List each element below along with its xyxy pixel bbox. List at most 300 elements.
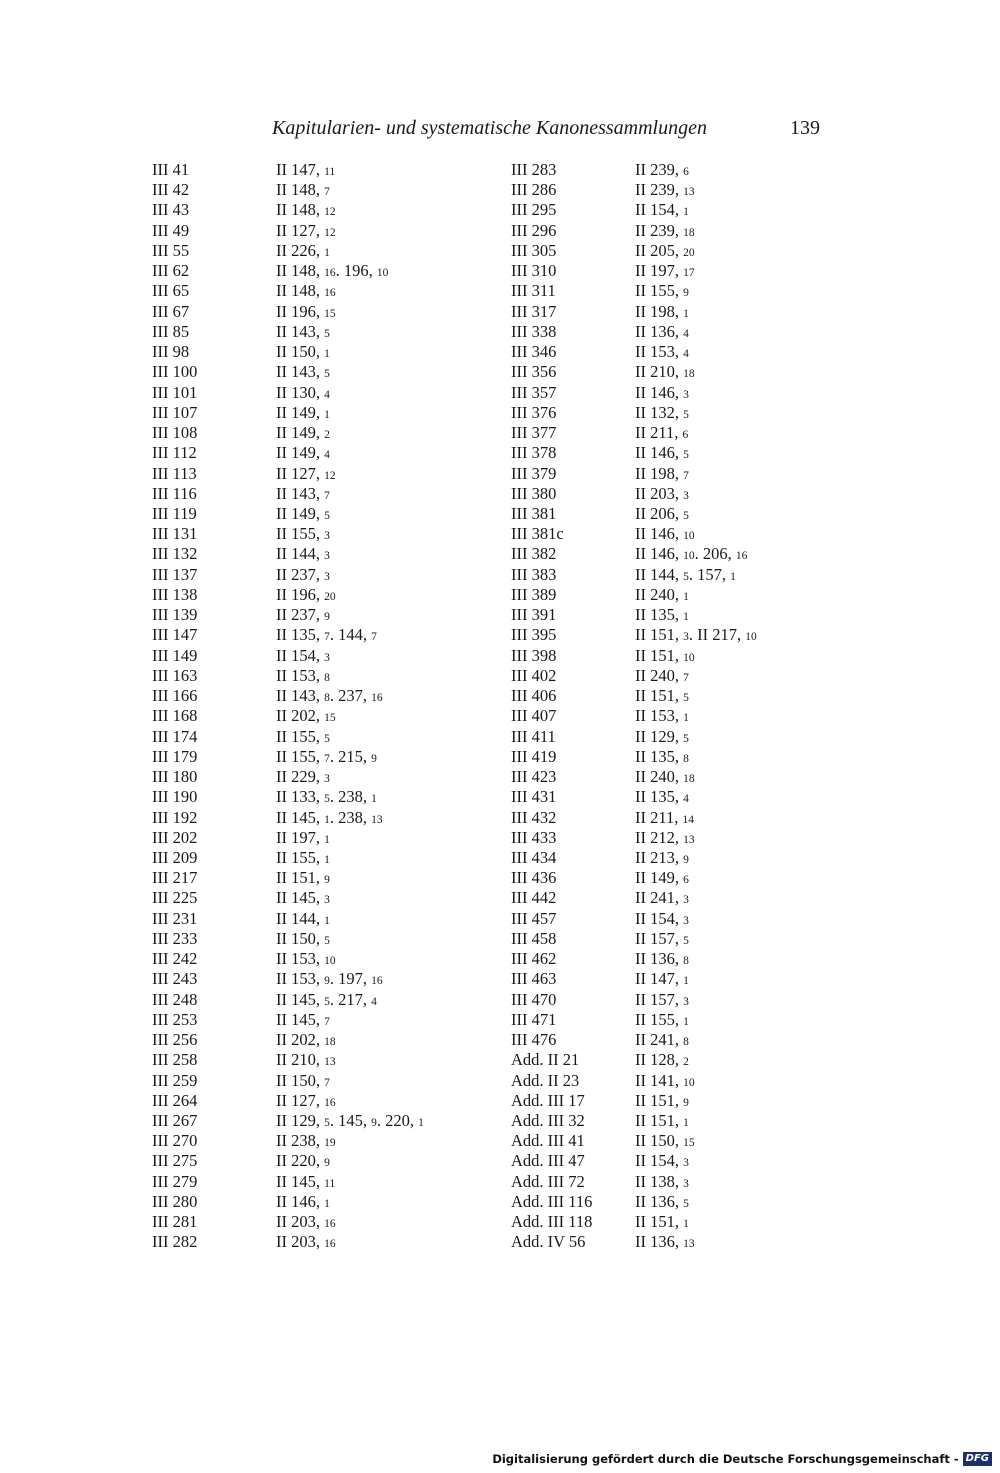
canon-number: 10 (745, 631, 757, 644)
canon-number: 9 (683, 287, 689, 300)
chapter-reference: II 150, (276, 928, 325, 948)
canon-number: 11 (324, 166, 336, 178)
target-reference (635, 302, 689, 324)
source-reference: III 267 (152, 1111, 198, 1131)
chapter-reference: II 196, (276, 584, 325, 604)
canon-number: 3 (683, 1157, 689, 1170)
chapter-reference: II 240, (635, 584, 684, 604)
target-reference (276, 160, 335, 182)
source-reference: III 423 (511, 767, 557, 787)
chapter-reference: II 241, (635, 1030, 684, 1050)
canon-number: 13 (324, 1056, 336, 1069)
chapter-reference: . 197, (329, 969, 372, 989)
chapter-reference: II 155, (276, 847, 325, 867)
canon-number: 5 (683, 934, 689, 947)
chapter-reference: II 212, (635, 827, 684, 847)
target-reference (276, 1050, 336, 1072)
source-reference: Add. II 21 (511, 1050, 580, 1070)
chapter-reference: . 220, (376, 1111, 419, 1131)
source-reference: III 233 (152, 928, 198, 948)
chapter-reference: II 197, (276, 827, 325, 847)
canon-number: 3 (324, 894, 330, 907)
chapter-reference: II 202, (276, 706, 325, 726)
target-reference (276, 362, 330, 384)
target-reference (635, 686, 689, 708)
target-reference (276, 969, 383, 991)
canon-number: 15 (324, 712, 336, 725)
chapter-reference: II 155, (635, 281, 684, 301)
target-reference (635, 747, 689, 769)
target-reference (276, 1172, 335, 1194)
chapter-reference: II 211, (635, 423, 683, 443)
source-reference: III 310 (511, 261, 557, 281)
source-reference: III 242 (152, 949, 198, 969)
canon-number: 1 (324, 348, 330, 361)
source-reference: III 442 (511, 888, 557, 908)
target-reference (635, 1111, 689, 1133)
canon-number: 18 (683, 773, 695, 786)
canon-number: 16 (371, 692, 383, 705)
canon-number: 5 (683, 1197, 689, 1210)
canon-number: 1 (324, 853, 330, 866)
canon-number: 13 (683, 833, 695, 846)
source-reference: III 377 (511, 423, 557, 443)
chapter-reference: II 148, (276, 281, 325, 301)
source-reference: III 49 (152, 220, 190, 240)
target-reference (276, 888, 330, 910)
source-reference: III 131 (152, 524, 198, 544)
target-reference (276, 261, 388, 283)
target-reference (635, 362, 695, 384)
chapter-reference: II 229, (276, 767, 325, 787)
target-reference (276, 1151, 330, 1173)
source-reference: Add. III 72 (511, 1171, 585, 1191)
canon-number: 7 (324, 186, 330, 199)
target-reference (635, 605, 689, 627)
chapter-reference: II 150, (276, 342, 325, 362)
chapter-reference: II 130, (276, 382, 325, 402)
canon-number: 8 (683, 1036, 689, 1049)
source-reference: III 295 (511, 200, 557, 220)
canon-number: 6 (682, 429, 689, 442)
target-reference (276, 504, 330, 526)
chapter-reference: II 149, (635, 868, 684, 888)
chapter-reference: II 145, (276, 989, 325, 1009)
canon-number: 6 (683, 874, 689, 887)
source-reference: III 411 (511, 726, 556, 746)
canon-number: 5 (324, 995, 330, 1008)
chapter-reference: II 153, (635, 706, 684, 726)
target-reference (276, 1212, 336, 1234)
canon-number: 5 (683, 692, 689, 705)
target-reference (635, 241, 695, 263)
source-reference: III 163 (152, 665, 198, 685)
chapter-reference: . 157, (688, 564, 731, 584)
target-reference (276, 727, 330, 749)
chapter-reference: II 153, (276, 665, 325, 685)
canon-number: 5 (683, 732, 689, 745)
chapter-reference: II 210, (635, 362, 684, 382)
chapter-reference: II 129, (635, 726, 684, 746)
canon-number: 3 (683, 914, 689, 927)
chapter-reference: II 198, (635, 301, 684, 321)
chapter-reference: II 157, (635, 928, 684, 948)
canon-number: 12 (324, 206, 336, 219)
chapter-reference: II 149, (276, 443, 325, 463)
target-reference (276, 808, 383, 830)
target-reference (276, 565, 330, 587)
canon-number: 7 (324, 752, 330, 765)
chapter-reference: II 206, (635, 503, 684, 523)
chapter-reference: II 150, (635, 1131, 684, 1151)
canon-number: 9 (324, 1157, 330, 1170)
canon-number: 7 (324, 489, 330, 502)
chapter-reference: II 135, (635, 746, 684, 766)
source-reference: III 458 (511, 928, 557, 948)
canon-number: 3 (683, 388, 689, 401)
chapter-reference: II 153, (276, 969, 325, 989)
chapter-reference: . 238, (329, 787, 372, 807)
canon-number: 10 (324, 955, 336, 968)
source-reference: III 431 (511, 787, 557, 807)
chapter-reference: II 237, (276, 564, 325, 584)
canon-number: 5 (324, 793, 330, 806)
canon-number: 1 (324, 813, 330, 826)
source-reference: III 65 (152, 281, 190, 301)
canon-number: 8 (683, 955, 689, 968)
source-reference: III 296 (511, 220, 557, 240)
target-reference (276, 787, 377, 809)
target-reference (635, 990, 689, 1012)
chapter-reference: II 144, (276, 544, 325, 564)
chapter-reference: II 239, (635, 180, 684, 200)
canon-number: 19 (324, 1137, 336, 1150)
source-reference: III 434 (511, 847, 557, 867)
target-reference (635, 200, 689, 222)
chapter-reference: . II 217, (688, 625, 746, 645)
target-reference (635, 868, 689, 890)
canon-number: 9 (683, 1096, 689, 1109)
target-reference (635, 646, 695, 668)
canon-number: 3 (683, 1177, 689, 1190)
source-reference: III 407 (511, 706, 557, 726)
target-reference (276, 281, 336, 303)
canon-number: 1 (371, 793, 377, 806)
source-reference: III 138 (152, 584, 198, 604)
target-reference (276, 828, 330, 850)
target-reference (635, 281, 689, 303)
target-reference (276, 1091, 336, 1113)
target-reference (635, 160, 689, 182)
target-reference (276, 706, 336, 728)
chapter-reference: II 144, (635, 564, 684, 584)
canon-number: 1 (683, 1015, 689, 1028)
target-reference (276, 221, 336, 243)
canon-number: 9 (324, 975, 330, 988)
chapter-reference: II 148, (276, 180, 325, 200)
source-reference: Add. III 118 (511, 1212, 593, 1232)
source-reference: III 225 (152, 888, 198, 908)
canon-number: 9 (371, 752, 377, 765)
source-reference: III 436 (511, 868, 557, 888)
canon-number: 7 (324, 631, 330, 644)
canon-number: 4 (683, 327, 689, 340)
canon-number: 16 (324, 1238, 336, 1251)
source-reference: III 419 (511, 746, 557, 766)
source-reference: Add. III 47 (511, 1151, 585, 1171)
target-reference (635, 767, 695, 789)
chapter-reference: II 213, (635, 847, 684, 867)
chapter-reference: II 151, (635, 1212, 684, 1232)
target-reference (276, 990, 377, 1012)
source-reference: III 380 (511, 483, 557, 503)
chapter-reference: II 220, (276, 1151, 325, 1171)
source-reference: III 391 (511, 605, 557, 625)
chapter-reference: II 132, (635, 402, 684, 422)
canon-number: 5 (324, 1117, 330, 1130)
target-reference (635, 1131, 695, 1153)
canon-number: 4 (324, 449, 330, 462)
target-reference (635, 706, 689, 728)
source-reference: Add. III 17 (511, 1090, 585, 1110)
target-reference (276, 1131, 336, 1153)
canon-number: 16 (324, 1218, 336, 1231)
chapter-reference: II 149, (276, 423, 325, 443)
target-reference (635, 888, 689, 910)
canon-number: 6 (683, 166, 689, 178)
target-reference (635, 1091, 689, 1113)
digitization-footer (492, 1449, 992, 1469)
chapter-reference: II 197, (635, 261, 684, 281)
source-reference: III 379 (511, 463, 557, 483)
source-reference: III 67 (152, 301, 190, 321)
chapter-reference: II 241, (635, 888, 684, 908)
source-reference: III 119 (152, 503, 197, 523)
canon-number: 1 (418, 1117, 424, 1130)
target-reference (276, 666, 330, 688)
chapter-reference: II 147, (635, 969, 684, 989)
source-reference: Add. III 41 (511, 1131, 585, 1151)
canon-number: 3 (324, 773, 330, 786)
canon-number: 3 (324, 570, 330, 583)
source-reference: III 280 (152, 1191, 198, 1211)
target-reference (635, 1212, 689, 1234)
source-reference: III 470 (511, 989, 557, 1009)
chapter-reference: II 240, (635, 767, 684, 787)
canon-number: 16 (324, 287, 336, 300)
canon-number: 9 (324, 611, 330, 624)
chapter-reference: II 151, (635, 1111, 684, 1131)
chapter-reference: II 154, (635, 200, 684, 220)
source-reference: III 100 (152, 362, 198, 382)
chapter-reference: II 135, (635, 787, 684, 807)
canon-number: 3 (324, 651, 330, 664)
chapter-reference: II 151, (635, 645, 684, 665)
chapter-reference: II 154, (635, 1151, 684, 1171)
chapter-reference: II 211, (635, 807, 683, 827)
target-reference (635, 180, 695, 202)
chapter-reference: II 237, (276, 605, 325, 625)
canon-number: 4 (324, 388, 330, 401)
target-reference (635, 565, 736, 587)
chapter-reference: II 154, (635, 908, 684, 928)
canon-number: 3 (683, 489, 689, 502)
target-reference (276, 484, 330, 506)
source-reference: III 179 (152, 746, 198, 766)
target-reference (276, 342, 330, 364)
chapter-reference: II 239, (635, 160, 684, 179)
chapter-reference: II 145, (276, 1009, 325, 1029)
source-reference: III 253 (152, 1009, 198, 1029)
source-reference: III 217 (152, 868, 198, 888)
target-reference (276, 544, 330, 566)
canon-number: 17 (683, 267, 695, 280)
chapter-reference: II 138, (635, 1171, 684, 1191)
page-number: 139 (790, 117, 820, 139)
source-reference: III 395 (511, 625, 557, 645)
chapter-reference: II 136, (635, 321, 684, 341)
target-reference (276, 443, 330, 465)
target-reference (635, 342, 689, 364)
target-reference (635, 443, 689, 465)
source-reference: III 286 (511, 180, 557, 200)
source-reference: III 279 (152, 1171, 198, 1191)
source-reference: III 433 (511, 827, 557, 847)
source-reference: III 85 (152, 321, 190, 341)
canon-number: 5 (324, 368, 330, 381)
chapter-reference: . 238, (329, 807, 372, 827)
chapter-reference: II 148, (276, 261, 325, 281)
target-reference (635, 787, 689, 809)
source-reference: III 378 (511, 443, 557, 463)
chapter-reference: II 129, (276, 1111, 325, 1131)
chapter-reference: II 210, (276, 1050, 325, 1070)
canon-number: 11 (324, 1177, 336, 1190)
target-reference (635, 383, 689, 405)
target-reference (635, 261, 695, 283)
target-reference (276, 1071, 330, 1093)
target-reference (276, 1192, 330, 1214)
chapter-reference: II 149, (276, 402, 325, 422)
canon-number: 1 (324, 914, 330, 927)
canon-number: 12 (324, 226, 336, 239)
canon-number: 5 (683, 509, 689, 522)
canon-number: 2 (683, 1056, 689, 1069)
target-reference (276, 646, 330, 668)
source-reference: III 258 (152, 1050, 198, 1070)
target-reference (635, 848, 689, 870)
source-reference: III 457 (511, 908, 557, 928)
source-reference: III 113 (152, 463, 197, 483)
source-reference: III 357 (511, 382, 557, 402)
canon-number: 1 (324, 246, 330, 259)
source-reference: III 139 (152, 605, 198, 625)
chapter-reference: II 143, (276, 321, 325, 341)
chapter-reference: II 155, (276, 726, 325, 746)
chapter-reference: II 198, (635, 463, 684, 483)
source-reference: III 471 (511, 1009, 557, 1029)
source-reference: III 463 (511, 969, 557, 989)
canon-number: 7 (683, 671, 689, 684)
chapter-reference: II 155, (276, 746, 325, 766)
canon-number: 10 (376, 267, 389, 280)
chapter-reference: . 144, (329, 625, 372, 645)
source-reference: III 55 (152, 240, 190, 260)
canon-number: 16 (324, 1096, 336, 1109)
canon-number: 1 (683, 1218, 689, 1231)
chapter-reference: II 127, (276, 1090, 325, 1110)
chapter-reference: II 135, (276, 625, 325, 645)
canon-number: 2 (324, 429, 330, 442)
chapter-reference: . 215, (329, 746, 372, 766)
source-reference: III 432 (511, 807, 557, 827)
target-reference (635, 403, 689, 425)
chapter-reference: II 147, (276, 160, 325, 179)
source-reference: III 402 (511, 665, 557, 685)
target-reference (276, 180, 330, 202)
target-reference (276, 423, 330, 445)
target-reference (276, 868, 330, 890)
source-reference: III 305 (511, 240, 557, 260)
chapter-reference: II 151, (635, 1090, 684, 1110)
target-reference (276, 524, 330, 546)
chapter-reference: II 127, (276, 220, 325, 240)
canon-number: 16 (371, 975, 383, 988)
canon-number: 4 (683, 793, 689, 806)
source-reference: III 174 (152, 726, 198, 746)
chapter-reference: II 203, (276, 1232, 325, 1252)
target-reference (635, 625, 757, 647)
source-reference: III 476 (511, 1030, 557, 1050)
chapter-reference: . 237, (329, 686, 372, 706)
canon-number: 16 (735, 550, 748, 563)
target-reference (635, 544, 747, 566)
chapter-reference: . 206, (694, 544, 736, 564)
canon-number: 1 (730, 570, 736, 583)
source-reference: III 398 (511, 645, 557, 665)
target-reference (635, 949, 689, 971)
source-reference: III 192 (152, 807, 198, 827)
source-reference: III 338 (511, 321, 557, 341)
source-reference: III 231 (152, 908, 198, 928)
chapter-reference: II 145, (276, 888, 325, 908)
chapter-reference: II 145, (276, 1171, 325, 1191)
canon-number: 4 (371, 995, 377, 1008)
canon-number: 15 (683, 1137, 695, 1150)
chapter-reference: II 153, (276, 949, 325, 969)
canon-number: 5 (324, 509, 330, 522)
footer-text: Digitalisierung gefördert durch die Deutsche Forschungsgemeinschaft - (492, 1452, 959, 1466)
target-reference (276, 605, 330, 627)
target-reference (276, 241, 330, 263)
source-reference: Add. III 32 (511, 1111, 585, 1131)
source-reference: III 256 (152, 1030, 198, 1050)
chapter-reference: II 146, (635, 443, 684, 463)
canon-number: 7 (371, 631, 377, 644)
source-reference: III 381 (511, 503, 557, 523)
target-reference (635, 1010, 689, 1032)
chapter-reference: II 145, (276, 807, 325, 827)
chapter-reference: II 133, (276, 787, 325, 807)
source-reference: III 462 (511, 949, 557, 969)
chapter-reference: II 143, (276, 483, 325, 503)
target-reference (635, 504, 689, 526)
source-reference: III 108 (152, 423, 198, 443)
target-reference (276, 302, 336, 324)
canon-number: 1 (683, 307, 689, 320)
target-reference (276, 1010, 330, 1032)
source-reference: III 132 (152, 544, 198, 564)
